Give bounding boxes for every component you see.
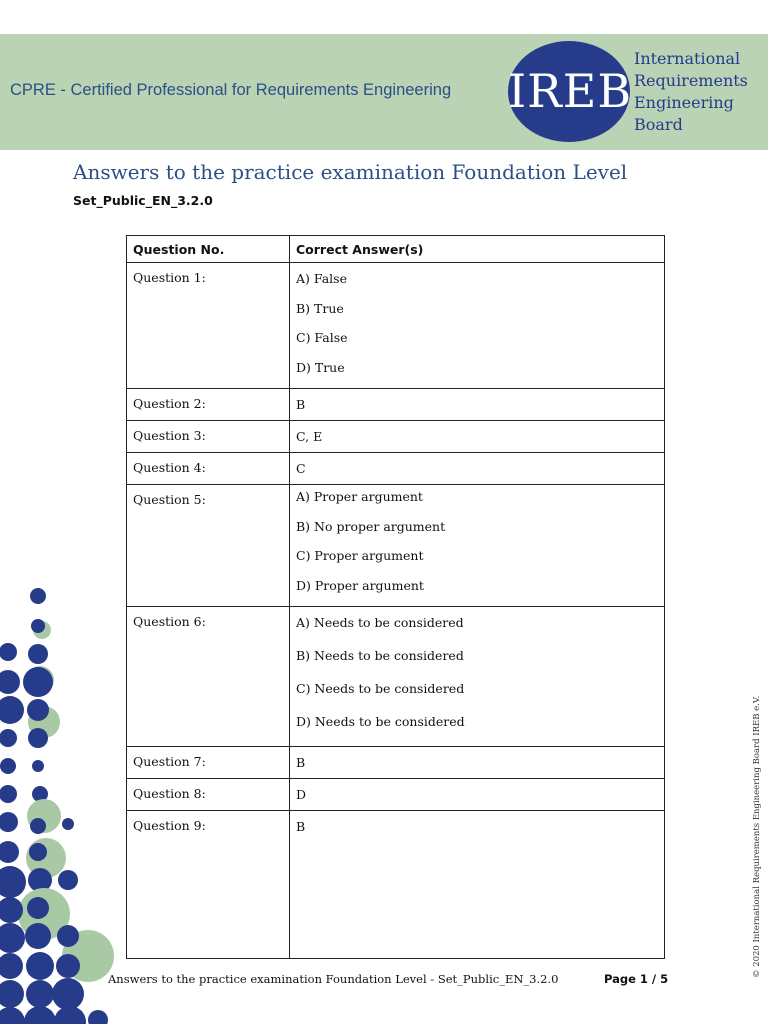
question-number-cell: Question 9: xyxy=(127,811,290,959)
answer-cell xyxy=(290,421,665,453)
decorative-dot xyxy=(24,1006,56,1024)
decorative-dot xyxy=(28,644,48,664)
document-title: Answers to the practice examination Foundation Level xyxy=(73,160,628,184)
decorative-dot xyxy=(0,1007,25,1024)
decorative-dot xyxy=(0,953,23,979)
answer-cell xyxy=(290,607,665,747)
ireb-logo xyxy=(508,41,633,142)
answer-line: D) True xyxy=(296,359,345,375)
answer-line: C xyxy=(296,461,306,476)
question-number-cell: Question 3: xyxy=(127,421,290,453)
document-subtitle: Set_Public_EN_3.2.0 xyxy=(73,193,213,208)
footer-text: Answers to the practice examination Foundation Level - Set_Public_EN_3.2.0 xyxy=(108,972,559,986)
decorative-dot xyxy=(57,925,79,947)
decorative-dot xyxy=(88,1010,108,1024)
table-row xyxy=(127,747,665,779)
table-row xyxy=(127,389,665,421)
logo-line: Board xyxy=(634,115,683,134)
logo-mark: IREB xyxy=(508,64,633,118)
question-number-cell: Question 1: xyxy=(127,263,290,389)
answer-line: A) False xyxy=(296,271,347,286)
table-row xyxy=(127,779,665,811)
answer-line: B xyxy=(296,755,306,770)
decorative-dot xyxy=(32,760,44,772)
decorative-dot xyxy=(29,843,47,861)
answer-cell xyxy=(290,779,665,811)
logo-line: Requirements xyxy=(634,71,748,90)
answer-line: B) Needs to be considered xyxy=(296,648,464,663)
decorative-dot xyxy=(0,866,26,898)
decorative-dot xyxy=(25,923,51,949)
answer-line: A) Proper argument xyxy=(296,489,423,504)
logo-line: Engineering xyxy=(634,93,734,112)
decorative-dot xyxy=(0,670,20,694)
answer-cell xyxy=(290,811,665,959)
answer-cell xyxy=(290,263,665,389)
copyright-notice: © 2020 International Requirements Engineering Board IREB e.V. xyxy=(752,695,762,978)
answer-line: D) Needs to be considered xyxy=(296,714,465,729)
decorative-dot xyxy=(30,588,46,604)
table-row xyxy=(127,485,665,607)
decorative-dot xyxy=(26,980,54,1008)
decorative-dot xyxy=(0,643,17,661)
decorative-dot xyxy=(62,818,74,830)
decorative-dot xyxy=(0,923,25,953)
column-header-answers: Correct Answer(s) xyxy=(290,236,665,263)
answer-cell xyxy=(290,485,665,607)
answer-line: D xyxy=(296,787,307,802)
decorative-dot xyxy=(26,952,54,980)
question-number-cell: Question 7: xyxy=(127,747,290,779)
answer-line: B xyxy=(296,397,306,412)
decorative-dot xyxy=(0,812,18,832)
table-row xyxy=(127,421,665,453)
decorative-dot xyxy=(56,954,80,978)
column-header-question: Question No. xyxy=(127,236,290,263)
decorative-dot xyxy=(23,667,53,697)
answer-line: B) True xyxy=(296,300,344,316)
decorative-dot xyxy=(28,728,48,748)
answer-line: A) Needs to be considered xyxy=(296,615,464,630)
answer-line: C, E xyxy=(296,429,323,444)
decorative-dot xyxy=(31,619,45,633)
answer-line: D) Proper argument xyxy=(296,577,424,593)
question-number-cell: Question 2: xyxy=(127,389,290,421)
decorative-dot xyxy=(52,978,84,1010)
table-body xyxy=(127,263,665,959)
answer-line: B) No proper argument xyxy=(296,518,446,534)
answer-line: C) Needs to be considered xyxy=(296,681,465,696)
logo-line: International xyxy=(634,49,741,68)
decorative-dots xyxy=(0,580,120,1024)
page-number: Page 1 / 5 xyxy=(604,972,669,986)
question-number-cell: Question 5: xyxy=(127,485,290,607)
answer-line: B xyxy=(296,819,306,834)
answer-cell xyxy=(290,453,665,485)
decorative-dot xyxy=(30,818,46,834)
answer-line: C) Proper argument xyxy=(296,548,424,563)
decorative-dot xyxy=(0,980,24,1008)
table-row xyxy=(127,811,665,959)
table-row xyxy=(127,453,665,485)
question-number-cell: Question 6: xyxy=(127,607,290,747)
decorative-dot xyxy=(27,897,49,919)
table-row xyxy=(127,263,665,389)
question-number-cell: Question 4: xyxy=(127,453,290,485)
answer-cell xyxy=(290,747,665,779)
question-number-cell: Question 8: xyxy=(127,779,290,811)
answer-line: C) False xyxy=(296,330,348,345)
logo-wordmark xyxy=(634,48,748,136)
decorative-dot xyxy=(27,699,49,721)
table-row xyxy=(127,607,665,747)
answer-cell xyxy=(290,389,665,421)
decorative-dot xyxy=(0,841,19,863)
header-title: CPRE - Certified Professional for Requirements Engineering xyxy=(10,81,452,99)
decorative-dot xyxy=(58,870,78,890)
decorative-dot xyxy=(0,696,24,724)
decorative-dot xyxy=(0,785,17,803)
decorative-dot xyxy=(0,758,16,774)
decorative-dot xyxy=(54,1006,86,1024)
answers-table xyxy=(126,235,665,959)
decorative-dot xyxy=(0,729,17,747)
table-header-row xyxy=(127,236,665,263)
